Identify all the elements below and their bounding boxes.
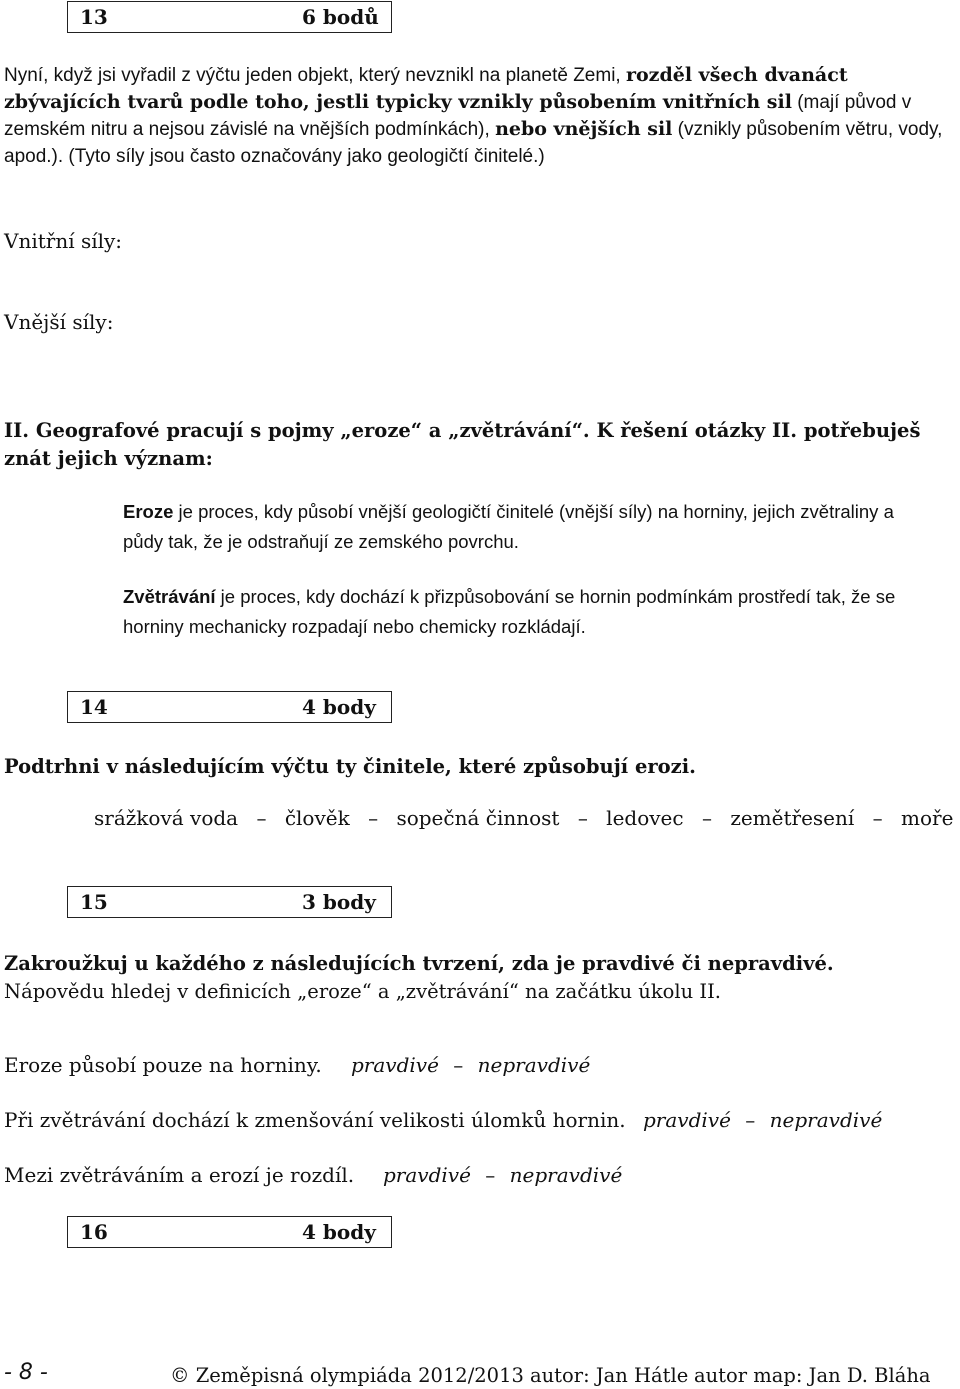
option-false[interactable]: nepravdivé <box>509 1163 623 1187</box>
task-14-instruction: Podtrhni v následujícím výčtu ty činitele, které způsobují erozi. <box>4 755 696 778</box>
option-false[interactable]: nepravdivé <box>769 1108 883 1132</box>
task-15-hint: Nápovědu hledej v definicích „eroze“ a „zvětrávání“ na začátku úkolu II. <box>4 980 721 1003</box>
answer-options-3 <box>383 1163 622 1187</box>
task-15-header <box>67 886 392 918</box>
option-true[interactable]: pravdivé <box>383 1163 471 1187</box>
answer-options-2 <box>643 1108 882 1132</box>
footer-author: autor: Jan Hátle <box>530 1364 689 1387</box>
list-separator: – <box>872 806 883 830</box>
option-true[interactable]: pravdivé <box>351 1053 439 1077</box>
option-separator: – <box>745 1108 756 1132</box>
erosion-factors-list <box>94 806 953 830</box>
list-separator: – <box>368 806 379 830</box>
task-14-header <box>67 691 392 723</box>
task-points: 6 bodů <box>302 5 379 29</box>
term-eroze: Eroze <box>123 501 174 522</box>
statement-2: Při zvětrávání dochází k zmenšování velikosti úlomků hornin. <box>4 1108 626 1132</box>
statement-3: Mezi zvětráváním a erozí je rozdíl. <box>4 1163 355 1187</box>
term-zvetravani: Zvětrávání <box>123 586 216 607</box>
task-number: 16 <box>80 1220 108 1244</box>
list-item[interactable]: srážková voda <box>94 806 239 830</box>
option-true[interactable]: pravdivé <box>643 1108 731 1132</box>
page-number: - 8 - <box>4 1360 48 1385</box>
outer-forces-label: Vnější síly: <box>4 310 114 334</box>
footer-map-author: autor map: Jan D. Bláha <box>694 1364 931 1387</box>
list-item[interactable]: zemětřesení <box>730 806 855 830</box>
task-number: 13 <box>80 5 108 29</box>
task-points: 3 body <box>302 890 376 914</box>
definition-zvetravani-text: je proces, kdy dochází k přizpůsobování se hornin podmínkám prostředí tak, že se horniny mechanicky rozpadají nebo chemicky rozkládají. <box>123 586 896 637</box>
statement-1: Eroze působí pouze na horniny. <box>4 1053 322 1077</box>
intro-text-3: (vznikly působením větru, vody, apod.). (Tyto síly jsou často označovány jako geologičtí činitelé.) <box>4 119 943 167</box>
task-points: 4 body <box>302 1220 376 1244</box>
definition-eroze <box>123 497 923 557</box>
section-2-heading: II. Geografové pracují s pojmy „eroze“ a „zvětrávání“. K řešení otázky II. potřebuješ znát jejich význam: <box>4 419 921 470</box>
list-item[interactable]: ledovec <box>606 806 684 830</box>
task-number: 15 <box>80 890 108 914</box>
task-points: 4 body <box>302 695 376 719</box>
intro-bold-2: nebo vnějších sil <box>495 118 673 140</box>
list-separator: – <box>256 806 267 830</box>
option-separator: – <box>485 1163 496 1187</box>
task-13-instructions <box>4 62 944 170</box>
footer-copyright: © Zeměpisná olympiáda 2012/2013 <box>170 1364 524 1387</box>
intro-text-2: (mají původ v zemském nitru a nejsou závislé na vnějších podmínkách), <box>4 92 912 140</box>
intro-bold-1: rozděl všech dvanáct zbývajících tvarů podle toho, jestli typicky vznikly působením vnitřních sil <box>4 64 848 113</box>
intro-text-1: Nyní, když jsi vyřadil z výčtu jeden objekt, který nevznikl na planetě Zemi, <box>4 65 626 86</box>
list-separator: – <box>701 806 712 830</box>
task-number: 14 <box>80 695 108 719</box>
option-separator: – <box>453 1053 464 1077</box>
inner-forces-label: Vnitřní síly: <box>4 229 123 253</box>
list-item[interactable]: moře <box>901 806 954 830</box>
list-item[interactable]: člověk <box>284 806 350 830</box>
option-false[interactable]: nepravdivé <box>477 1053 591 1077</box>
definition-eroze-text: je proces, kdy působí vnější geologičtí činitelé (vnější síly) na horniny, jejich zvětraliny a půdy tak, že je odstraňují ze zemského povrchu. <box>123 501 894 552</box>
definition-zvetravani <box>123 582 923 642</box>
task-13-header <box>67 1 392 33</box>
task-15-instruction: Zakroužkuj u každého z následujících tvrzení, zda je pravdivé či nepravdivé. <box>4 952 834 975</box>
task-16-header <box>67 1216 392 1248</box>
list-separator: – <box>577 806 588 830</box>
answer-options-1 <box>351 1053 590 1077</box>
list-item[interactable]: sopečná činnost <box>396 806 560 830</box>
